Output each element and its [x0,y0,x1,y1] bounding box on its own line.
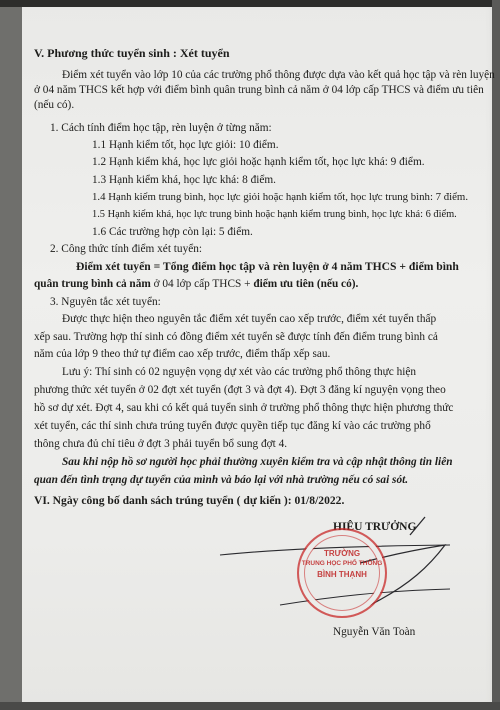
section-v-heading: V. Phương thức tuyển sinh : Xét tuyển [34,46,230,60]
page-shadow-bottom [0,702,500,710]
formula-bold-a: quân trung bình cả năm [34,278,151,290]
page-shadow-right [492,0,500,710]
intro-line-2: ở 04 năm THCS kết hợp với điểm bình quân trung bình cả năm ở 04 lớp cấp THCS và điểm ưu tiên [34,84,484,96]
item3-line-1: Được thực hiện theo nguyên tắc điểm xét tuyển cao xếp trước, điểm xét tuyển thấp [62,313,437,325]
note-line-3: hồ sơ dự xét. Đợt 4, sau khi có kết quả tuyển sinh ở trường phổ thông thực hiện phương thức [34,402,454,414]
intro-line-1: Điểm xét tuyển vào lớp 10 của các trường phổ thông được dựa vào kết quả học tập và rèn luyện [62,69,495,81]
item1-1: 1.1 Hạnh kiểm tốt, học lực giỏi: 10 điểm. [92,139,279,151]
item1-heading: 1. Cách tính điểm học tập, rèn luyện ở từng năm: [50,122,272,134]
item1-2: 1.2 Hạnh kiểm khá, học lực giỏi hoặc hạnh kiểm tốt, học lực khá: 9 điểm. [92,156,425,168]
item1-3: 1.3 Hạnh kiểm khá, học lực khá: 8 điểm. [92,174,277,186]
page-shadow-top [0,0,500,7]
item2-heading: 2. Công thức tính điểm xét tuyển: [50,243,203,255]
section-vi: VI. Ngày công bố danh sách trúng tuyển ( dự kiến ): 01/8/2022. [34,494,345,507]
formula-normal: ở 04 lớp cấp THCS + [150,278,254,290]
intro-line-3: (nếu có). [34,99,75,111]
stamp-line-1: TRƯỜNG [323,549,361,558]
item3-heading: 3. Nguyên tắc xét tuyển: [50,296,161,308]
item1-5: 1.5 Hạnh kiểm khá, học lực trung bình hoặc hạnh kiểm trung bình, học lực khá: 6 điểm. [92,209,457,220]
item3-line-3: năm của lớp 9 theo thứ tự điểm cao xếp trước, điểm thấp xếp sau. [34,348,331,360]
stamp-line-3: BÌNH THẠNH [317,570,367,579]
note-line-5: thông chưa đủ chỉ tiêu ở đợt 3 phải tuyển bổ sung đợt 4. [34,438,288,450]
warning-line-2: quan đến tình trạng dự tuyển của mình và báo lại với nhà trường nếu có sai sót. [34,474,409,486]
note-line-1: Lưu ý: Thí sinh có 02 nguyện vọng dự xét vào các trường phổ thông thực hiện [62,366,417,378]
page-shadow-left [0,0,22,710]
stamp-line-2: TRUNG HỌC PHỔ THÔNG [301,560,383,567]
formula-line-2 [34,277,358,291]
warning-line-1: Sau khi nộp hồ sơ người học phải thường xuyên kiểm tra và cập nhật thông tin liên [62,456,453,468]
item3-line-2: xếp sau. Trường hợp thí sinh có đồng điểm xét tuyển sẽ được tính đến điểm trung bình cả [34,331,438,343]
formula-bold-b: điểm ưu tiên (nếu có). [253,278,359,290]
signature-title: HIỆU TRƯỞNG [333,521,417,533]
note-line-4: xét tuyển, các thí sinh chưa trúng tuyển được quyền tiếp tục đăng kí vào các trường phổ [34,420,431,432]
school-stamp [297,528,387,618]
signatory-name: Nguyễn Văn Toàn [333,626,416,638]
note-line-2: phương thức xét tuyển ở 02 đợt xét tuyển (đợt 3 và đợt 4). Đợt 3 đăng kí nguyện vọng theo [34,384,446,396]
formula-line-1: Điểm xét tuyển = Tổng điểm học tập và rèn luyện ở 4 năm THCS + điểm bình [76,260,459,273]
item1-6: 1.6 Các trường hợp còn lại: 5 điểm. [92,226,253,238]
item1-4: 1.4 Hạnh kiểm trung bình, học lực giỏi hoặc hạnh kiểm tốt, học lực trung bình: 7 điểm. [92,191,469,203]
